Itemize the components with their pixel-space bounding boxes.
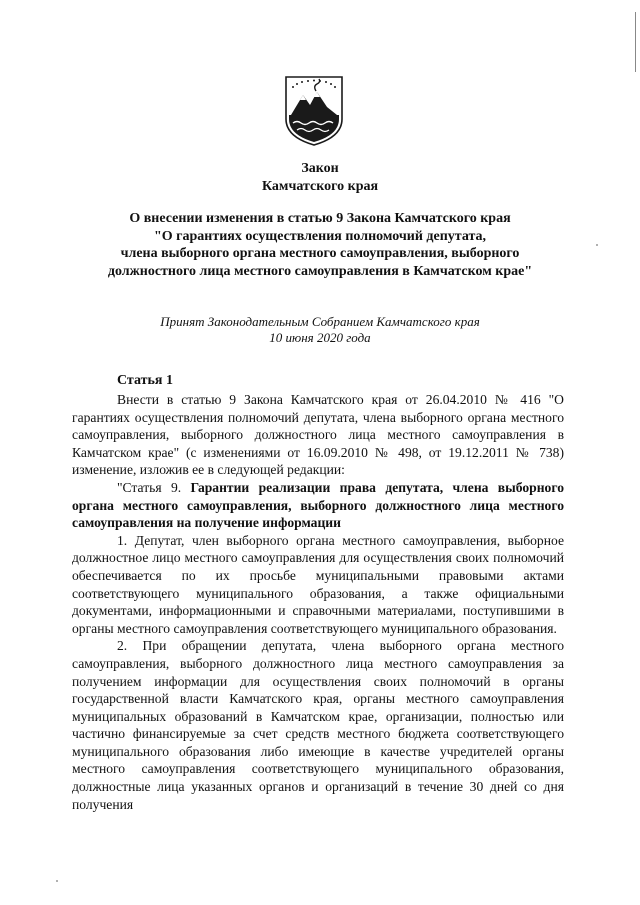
quoted-article-title: Гарантии реализации права депутата, члена выборного органа местного самоуправления, выборного должностного лица местного самоуправления на получение информации: [72, 479, 564, 531]
heading-line: должностного лица местного самоуправления в Камчатском крае": [107, 263, 533, 279]
document-heading: [60, 210, 580, 280]
quoted-article-prefix: "Статья 9.: [117, 479, 191, 495]
adoption-note: [60, 314, 580, 346]
paragraph-1: 1. Депутат, член выборного органа местного самоуправления, выборное должностное лицо местного самоуправления для осуществления своих полномочий обеспечивается по их просьбе муниципальными правовыми актами соответствующего муниципального образования, а также официальными документами, информационными и справочными материалами, поступившими в органы местного самоуправления соответствующего муниципального образования.: [72, 532, 564, 636]
scan-speck: [596, 244, 598, 246]
scan-speck: [56, 880, 58, 882]
article-body: [72, 391, 564, 813]
adoption-line: Принят Законодательным Собранием Камчатского края: [160, 314, 480, 329]
scan-edge-mark: [635, 12, 636, 72]
kamchatka-coat-of-arms-icon: [283, 75, 345, 147]
heading-line: "О гарантиях осуществления полномочий депутата,: [153, 228, 486, 244]
heading-line: О внесении изменения в статью 9 Закона Камчатского края: [129, 211, 511, 226]
paragraph-2: 2. При обращении депутата, члена выборного органа местного самоуправления, выборного должностного лица местного самоуправления за получением информации для осуществления своих полномочий в органы государственной власти Камчатского края, органы местного самоуправления муниципальных образований в Камчатском крае, организации, полностью или частично финансируемые за счет средств местного бюджета соответствующего муниципального образования либо имеющие в качестве учредителей органы местного самоуправления соответствующего муниципального образования, должностные лица указанных органов и организаций в течение 30 дней со дня получения: [72, 638, 564, 812]
article-intro: Внести в статью 9 Закона Камчатского края от 26.04.2010 № 416 "О гарантиях осуществления полномочий депутата, члена выборного органа местного самоуправления, выборного должностного лица местного самоуправления в Камчатском крае" (с изменениями от 16.09.2010 № 498, от 19.12.2011 № 738) изменение, изложив ее в следующей редакции:: [72, 392, 564, 478]
law-title: Закон: [301, 161, 339, 176]
adoption-date: 10 июня 2020 года: [269, 330, 371, 345]
law-region: Камчатского края: [261, 179, 379, 194]
heading-line: члена выборного органа местного самоуправления, выборного: [120, 246, 520, 261]
quoted-article-heading: [72, 479, 564, 532]
article-title: Статья 1: [117, 373, 173, 388]
